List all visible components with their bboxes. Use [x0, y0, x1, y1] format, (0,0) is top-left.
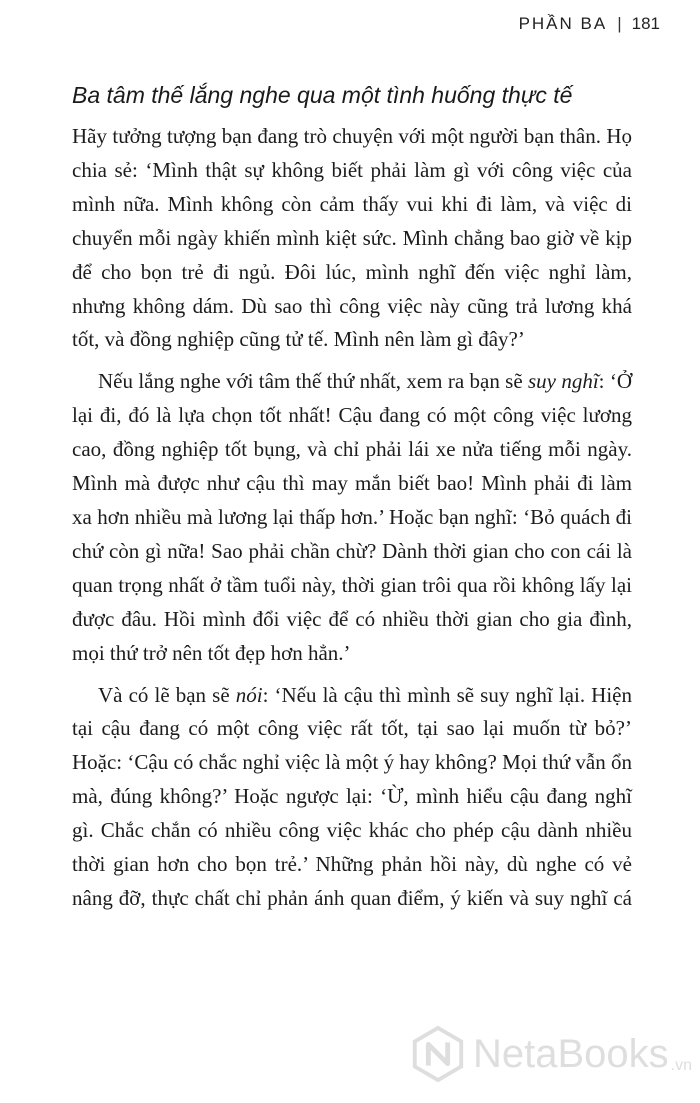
netabooks-logo-icon — [409, 1025, 467, 1083]
watermark — [409, 1025, 692, 1083]
section-title: Ba tâm thế lắng nghe qua một tình huống thực tế — [72, 82, 573, 108]
paragraph-3-text-a: Và có lẽ bạn sẽ — [98, 682, 236, 707]
paragraph-3 — [72, 679, 632, 916]
paragraph-3-emphasis: nói — [235, 682, 263, 707]
paragraph-2-text-a: Nếu lắng nghe với tâm thế thứ nhất, xem ra bạn sẽ — [98, 369, 528, 394]
running-header — [519, 14, 660, 34]
section-label: PHẦN BA — [518, 14, 608, 33]
paragraph-3-text-b: : ‘Nếu là cậu thì mình sẽ suy nghĩ lại. Hiện tại cậu đang có một công việc rất tốt, tại sao lại muốn từ bỏ?’ Hoặc: ‘Cậu có chắc nghỉ việc là một ý hay không? Mọi thứ vẫn ổn mà, đúng không?’ Hoặc ngược lại: ‘Ừ, mình hiểu cậu đang nghĩ gì. Chắc chắn có nhiều công việc khác cho phép cậu dành nhiều thời gian hơn cho bọn trẻ.’ Những phản hồi này, dù nghe có vẻ nâng đỡ, thực chất chỉ phản ánh quan điểm, ý kiến và suy nghĩ cá — [72, 682, 632, 910]
watermark-text: NetaBooks — [472, 1031, 669, 1076]
paragraph-2-text-b: : ‘Ở lại đi, đó là lựa chọn tốt nhất! Cậu đang có một công việc lương cao, đồng nghiệp tốt bụng, và chỉ phải lái xe nửa tiếng mỗi ngày. Mình mà được như cậu thì may mắn biết bao! Mình phải đi làm xa hơn nhiều mà lương lại thấp hơn.’ Hoặc bạn nghĩ: ‘Bỏ quách đi chứ còn gì nữa! Sao phải chần chừ? Dành thời gian cho con cái là quan trọng nhất ở tầm tuổi này, thời gian trôi qua rồi không lấy lại được đâu. Hồi mình đổi việc để có nhiều thời gian cho gia đình, mọi thứ trở nên tốt đẹp hơn hẳn.’ — [72, 369, 633, 665]
paragraph-2 — [72, 365, 632, 670]
page-number: 181 — [631, 14, 660, 33]
watermark-suffix: .vn — [670, 1057, 692, 1074]
paragraph-2-emphasis: suy nghĩ — [528, 369, 599, 394]
paragraph-1-text: Hãy tưởng tượng bạn đang trò chuyện với một người bạn thân. Họ chia sẻ: ‘Mình thật sự không biết phải làm gì với công việc của mình nữa. Mình không còn cảm thấy vui khi đi làm, và việc di chuyển mỗi ngày khiến mình kiệt sức. Mình chẳng bao giờ về kịp để cho bọn trẻ đi ngủ. Đôi lúc, mình nghĩ đến việc nghỉ làm, nhưng không dám. Dù sao thì công việc này cũng trả lương khá tốt, và đồng nghiệp cũng tử tế. Mình nên làm gì đây?’ — [72, 124, 632, 352]
body-text — [72, 120, 632, 916]
paragraph-1 — [72, 120, 632, 357]
header-separator: | — [617, 14, 622, 33]
